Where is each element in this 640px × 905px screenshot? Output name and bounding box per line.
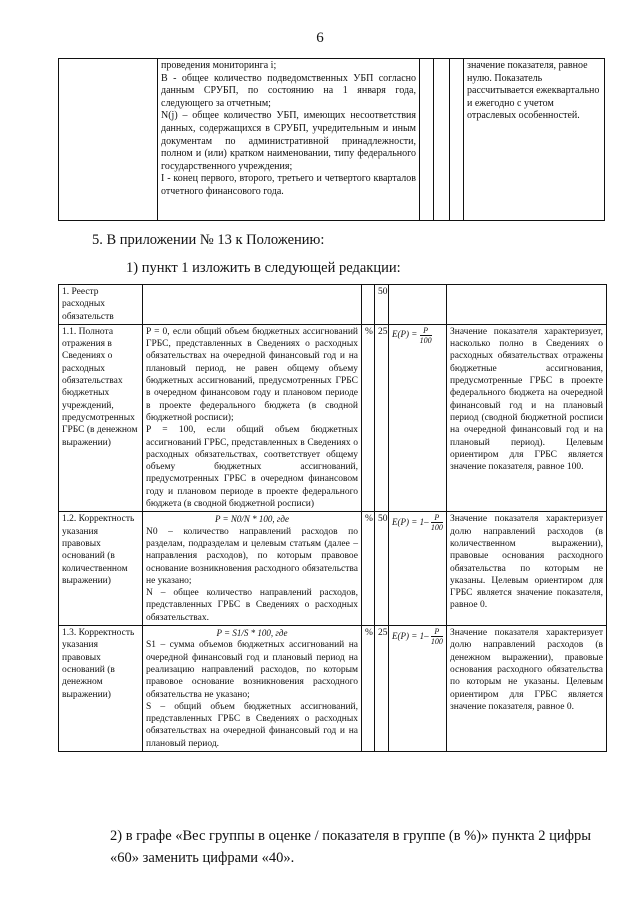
section-heading: 5. В приложении № 13 к Положению: [92,232,325,248]
empty-cell [420,59,434,221]
table-row [59,324,607,511]
weight: 50 [375,285,389,325]
unit: % [362,512,375,626]
continued-table [58,58,605,221]
empty-cell [450,59,464,221]
formula: E(P) = 1– $\frac{P}{100}$ [389,512,447,626]
desc-part: N0 – количество направлений расходов по разделам, подразделам и целевым статьям (далее – направления расходов), по которым правовое основание возникновения расходного обязательства не указано; [146,526,358,586]
formula: E(P) = 1– $\frac{P}{100}$ [389,626,447,752]
indicator-name: 1.2. Корректность указания правовых оснований (в количественном выражении) [59,512,143,626]
value-description: Значение показателя характеризует долю направлений расходов (в количественном выражении), правовые основания расходного обязательства по которым не указаны. Целевым ориентиром для ГРБС является значение показателя, равное 0. [447,512,607,626]
weight: 25 [375,324,389,511]
item-1: 1) пункт 1 изложить в следующей редакции: [126,260,401,276]
desc-line: I - конец первого, второго, третьего и четвертого кварталов отчетного финансового года. [161,173,416,197]
table-row [59,285,607,325]
value-description: Значение показателя характеризует, насколько полно в Сведениях о расходных обязательствах отражены бюджетные ассигнования, предусмотренные ГРБС в проекте федерального бюджета на очередной финансовый год и на плановый период (сводной бюджетной росписи на очередной финансовый год и на плановый период). Целевым ориентиром для ГРБС является значение показателя, равное 100. [447,324,607,511]
item-2: 2) в графе «Вес группы в оценке / показателя в группе (в %)» пункта 2 цифры «60» заменить цифрами «40». [110,828,591,866]
table-row [59,512,607,626]
desc-part: P = 100, если общий объем бюджетных ассигнований ГРБС, представленных в Сведениях о расходных обязательствах, соответствует общему объему бюджетных ассигнований, предусмотренных ГРБС в очередном финансовом году и плановом периоде в проекте федерального бюджета (в сводной бюджетной росписи) [146,425,358,510]
empty-cell [59,59,158,221]
desc-part: S – общий объем бюджетных ассигнований, представленных ГРБС в Сведениях о расходных обязательствах на очередной финансовый год и на плановый период. [146,701,358,749]
desc-part: S1 – сумма объемов бюджетных ассигнований на очередной финансовый год и плановый период на реализацию направлений расходов, по которым правовое основание возникновения расходного обязательства не указано; [146,640,358,700]
desc-formula: P = S1/S * 100, где [216,628,288,639]
weight: 50 [375,512,389,626]
formula-description [143,324,362,511]
desc-part: P = 0, если общий объем бюджетных ассигнований ГРБС, представленных в Сведениях о расходных обязательствах на очередной финансовый год и на плановый период, не равен общему объему бюджетных ассигнований, предусмотренных ГРБС в очередном финансовом году и плановом периоде в проекте федерального бюджета (в сводной бюджетной росписи); [146,326,358,423]
desc-line: N(j) – общее количество УБП, имеющих несоответствия данных, содержащихся в СРУБП, учредительным и иным документам по административной принадлежности, полном и (или) кратком наименовании, типу федерального государственного учреждения; [161,110,416,172]
indicator-name: 1. Реестр расходных обязательств [59,285,143,325]
indicator-name: 1.1. Полнота отражения в Сведениях о расходных обязательствах бюджетных учреждений, предусмотренных ГРБС (в денежном выражении) [59,324,143,511]
empty-cell [434,59,450,221]
formula: E(P) = $\frac{P}{100}$ [389,324,447,511]
unit: % [362,324,375,511]
desc-line: В - общее количество подведомственных УБП согласно данным СРУБП, по состоянию на 1 января года, следующего за отчетным; [161,72,416,109]
formula-description [143,626,362,752]
desc-part: N – общее количество направлений расходов, представленных ГРБС в Сведениях о расходных обязательствах. [146,588,358,623]
value-description: значение показателя, равное нулю. Показатель рассчитывается ежеквартально и ежегодно с учетом отраслевых особенностей. [464,59,605,221]
value-description: Значение показателя характеризует долю направлений расходов (в денежном выражении), правовые основания расходного обязательства по которым не указаны. Целевым ориентиром для ГРБС является значение показателя, равное 0. [447,626,607,752]
indicator-table [58,284,607,752]
table-row [59,626,607,752]
page-number: 6 [316,30,324,46]
desc-formula: P = N0/N * 100, где [214,514,290,525]
weight: 25 [375,626,389,752]
formula-description [158,59,420,221]
desc-line: проведения мониторинга i; [161,60,277,71]
unit: % [362,626,375,752]
indicator-name: 1.3. Корректность указания правовых оснований (в денежном выражении) [59,626,143,752]
formula-description [143,512,362,626]
